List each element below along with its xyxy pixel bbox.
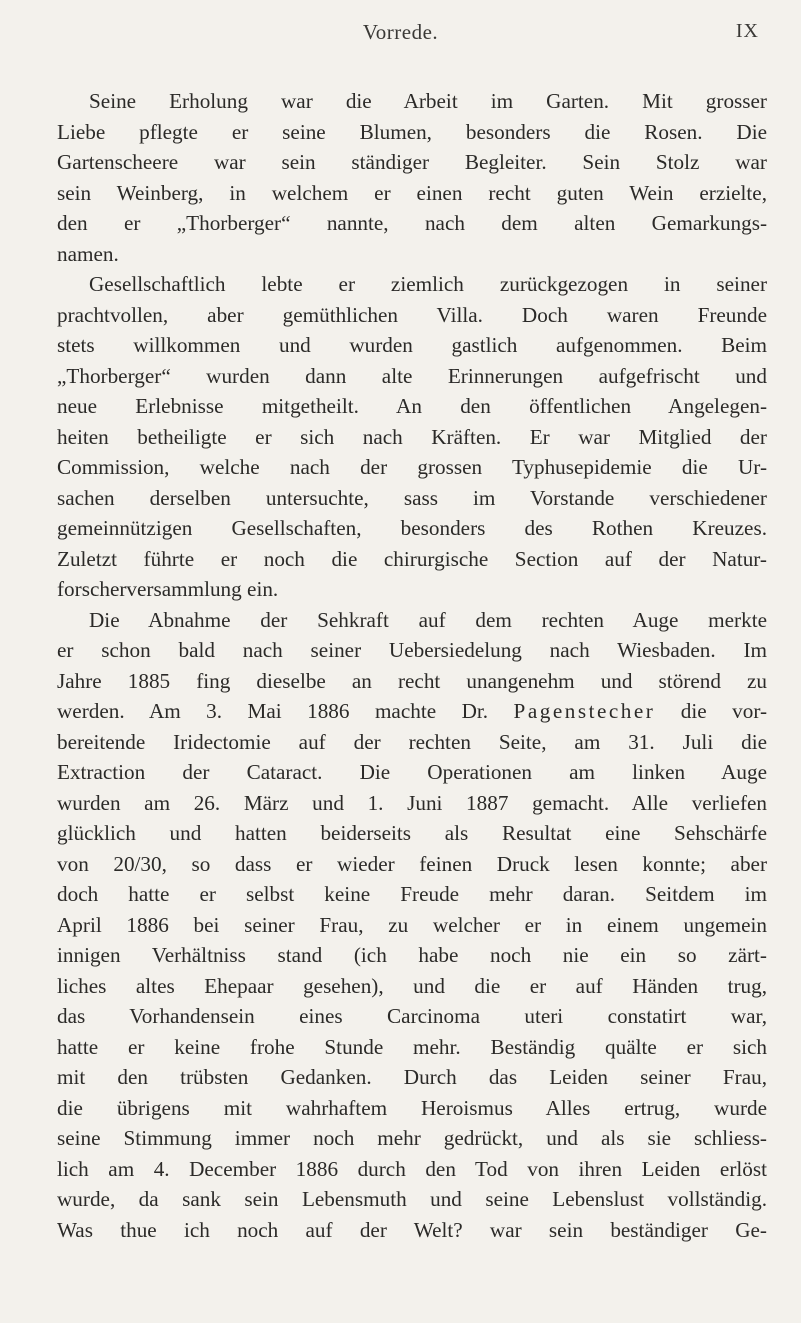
text-line: das Vorhandensein eines Carcinoma uteri constatirt war,	[57, 1004, 767, 1028]
running-header-title: Vorrede.	[362, 20, 439, 44]
text-line: doch hatte er selbst keine Freude mehr daran. Seitdem im	[57, 882, 767, 906]
text-line: gemeinnützigen Gesellschaften, besonders des Rothen Kreuzes.	[57, 516, 767, 540]
text-line: April 1886 bei seiner Frau, zu welcher er in einem ungemein	[57, 912, 767, 937]
text-line: Jahre 1885 fing dieselbe an recht unangenehm und störend zu	[57, 668, 767, 693]
text-line: innigen Verhältniss stand (ich habe noch nie ein so zärt-	[57, 943, 767, 967]
text-line: heiten betheiligte er sich nach Kräften. Er war Mitglied der	[57, 424, 767, 449]
text-line: lich am 4. December 1886 durch den Tod von ihren Leiden erlöst	[57, 1156, 767, 1181]
text-line: Zuletzt führte er noch die chirurgische Section auf der Natur-	[57, 546, 767, 571]
text-line: glücklich und hatten beiderseits als Resultat eine Sehschärfe	[57, 821, 767, 845]
text-line: seine Stimmung immer noch mehr gedrückt, und als sie schliess-	[57, 1126, 767, 1150]
text-line: Gesellschaftlich lebte er ziemlich zurückgezogen in seiner	[89, 272, 767, 296]
text-line: wurde, da sank sein Lebensmuth und seine Lebenslust vollständig.	[57, 1187, 767, 1211]
text-line: wurden am 26. März und 1. Juni 1887 gemacht. Alle verliefen	[57, 790, 767, 815]
text-line: forscherversammlung ein.	[57, 577, 279, 601]
text-line: Gartenscheere war sein ständiger Begleiter. Sein Stolz war	[57, 150, 767, 174]
text-line: er schon bald nach seiner Uebersiedelung nach Wiesbaden. Im	[57, 638, 767, 662]
text-line: Die Abnahme der Sehkraft auf dem rechten Auge merkte	[89, 607, 767, 632]
text-line: namen.	[57, 241, 119, 266]
text-line: werden. Am 3. Mai 1886 machte Dr. Pagenstecher die vor-	[57, 699, 768, 723]
text-line: prachtvollen, aber gemüthlichen Villa. Doch waren Freunde	[57, 302, 767, 327]
text-line: „Thorberger“ wurden dann alte Erinnerungen aufgefrischt und	[57, 363, 767, 388]
text-line: neue Erlebnisse mitgetheilt. An den öffentlichen Angelegen-	[57, 394, 767, 418]
text-line: von 20/30, so dass er wieder feinen Druck lesen konnte; aber	[57, 851, 767, 876]
body-text	[57, 86, 767, 1245]
text-line: Liebe pflegte er seine Blumen, besonders die Rosen. Die	[57, 119, 767, 144]
text-line: hatte er keine frohe Stunde mehr. Beständig quälte er sich	[57, 1034, 767, 1059]
text-line: Was thue ich noch auf der Welt? war sein beständiger Ge-	[57, 1217, 767, 1242]
text-line: mit den trübsten Gedanken. Durch das Leiden seiner Frau,	[57, 1065, 767, 1089]
text-line: den er „Thorberger“ nannte, nach dem alten Gemarkungs-	[57, 211, 767, 235]
text-line: die übrigens mit wahrhaftem Heroismus Alles ertrug, wurde	[57, 1095, 767, 1120]
text-line: stets willkommen und wurden gastlich aufgenommen. Beim	[57, 333, 767, 357]
page-number: IX	[735, 20, 759, 42]
text-line: bereitende Iridectomie auf der rechten Seite, am 31. Juli die	[57, 729, 767, 754]
text-line: sein Weinberg, in welchem er einen recht guten Wein erzielte,	[57, 180, 767, 205]
text-line: Commission, welche nach der grossen Typhusepidemie die Ur-	[57, 455, 767, 479]
text-line: Extraction der Cataract. Die Operationen am linken Auge	[57, 760, 767, 784]
text-line: liches altes Ehepaar gesehen), und die er auf Händen trug,	[57, 973, 767, 998]
text-line: sachen derselben untersuchte, sass im Vorstande verschiedener	[57, 485, 767, 510]
emphasized-name: Pagenstecher	[513, 699, 656, 723]
text-line: Seine Erholung war die Arbeit im Garten. Mit grosser	[89, 89, 767, 113]
